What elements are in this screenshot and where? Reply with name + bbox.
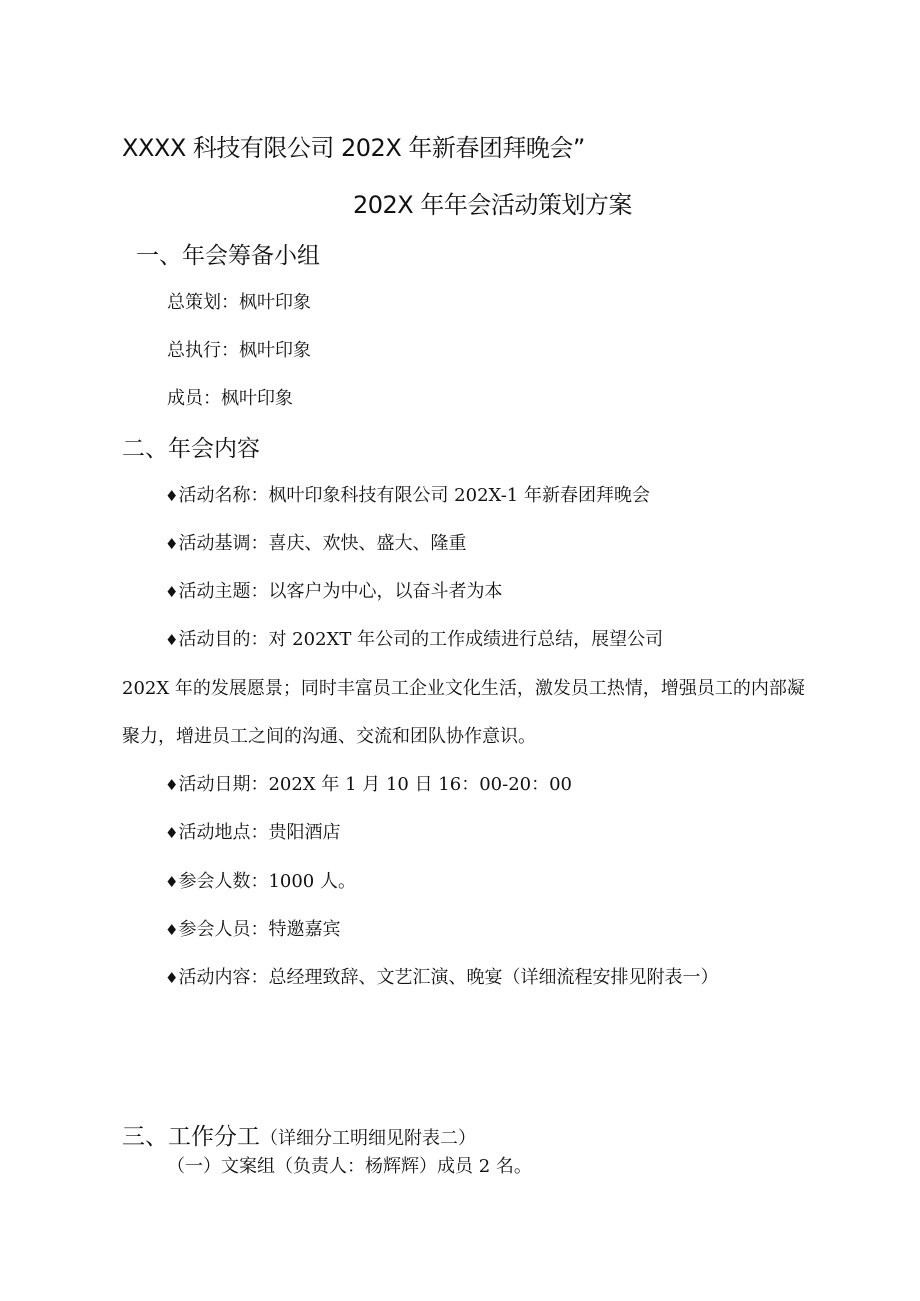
bullet-item-text: 活动名称：枫叶印象科技有限公司 202X-1 年新春团拜晚会: [178, 485, 650, 506]
bullet-item-text: 活动日期：202X 年 1 月 10 日 16：00-20：00: [178, 774, 573, 795]
purpose-continuation-line1: 202X 年的发展愿景；同时丰富员工企业文化生活，激发员工热情，增强员工的内部凝: [122, 678, 805, 699]
bullet-item-activity-date: [165, 770, 572, 796]
bullet-item-attendees: [165, 915, 340, 941]
bullet-item-activity-purpose: [165, 625, 663, 651]
section1-item-chief-executor: 总执行：枫叶印象: [167, 340, 311, 361]
bullet-item-text: 参会人员：特邀嘉宾: [178, 919, 341, 940]
section1-heading: 一、年会筹备小组: [136, 243, 320, 269]
section3-heading-row: [122, 1118, 476, 1151]
bullet-item-attendee-count: [165, 867, 356, 893]
bullet-item-text: 活动内容：总经理致辞、文艺汇演、晚宴（详细流程安排见附表一）: [178, 967, 719, 988]
bullet-diamond-icon: ♦: [165, 583, 179, 601]
bullet-diamond-icon: ♦: [165, 824, 179, 842]
section1-item-chief-planner: 总策划：枫叶印象: [167, 292, 311, 313]
bullet-item-text: 活动地点：贵阳酒店: [178, 822, 341, 843]
purpose-continuation-line2: 聚力，增进员工之间的沟通、交流和团队协作意识。: [122, 726, 536, 747]
bullet-diamond-icon: ♦: [165, 535, 179, 553]
document-title-line2: 202X 年年会活动策划方案: [353, 191, 632, 219]
bullet-item-text: 参会人数：1000 人。: [178, 871, 356, 892]
bullet-item-activity-name: [165, 481, 650, 507]
bullet-item-activity-tone: [165, 529, 466, 555]
bullet-diamond-icon: ♦: [165, 776, 179, 794]
bullet-item-text: 活动主题：以客户为中心，以奋斗者为本: [178, 581, 503, 602]
bullet-diamond-icon: ♦: [165, 873, 179, 891]
bullet-diamond-icon: ♦: [165, 487, 179, 505]
document-title-line1: XXXX 科技有限公司 202X 年新春团拜晚会”: [122, 134, 585, 162]
section1-item-members: 成员：枫叶印象: [167, 388, 293, 409]
bullet-item-activity-content: [165, 963, 718, 989]
bullet-diamond-icon: ♦: [165, 631, 179, 649]
bullet-item-text: 活动基调：喜庆、欢快、盛大、隆重: [178, 533, 467, 554]
bullet-item-activity-theme: [165, 577, 502, 603]
bullet-item-text: 活动目的：对 202XT 年公司的工作成绩进行总结，展望公司: [178, 629, 664, 650]
bullet-item-activity-location: [165, 818, 340, 844]
section3-item-copywriting-group: （一）文案组（负责人：杨辉辉）成员 2 名。: [167, 1156, 532, 1177]
bullet-diamond-icon: ♦: [165, 969, 179, 987]
section2-heading: 二、年会内容: [122, 436, 260, 462]
section3-heading: 三、工作分工: [122, 1124, 260, 1150]
bullet-diamond-icon: ♦: [165, 921, 179, 939]
section3-heading-note: （详细分工明细见附表二）: [260, 1128, 476, 1149]
